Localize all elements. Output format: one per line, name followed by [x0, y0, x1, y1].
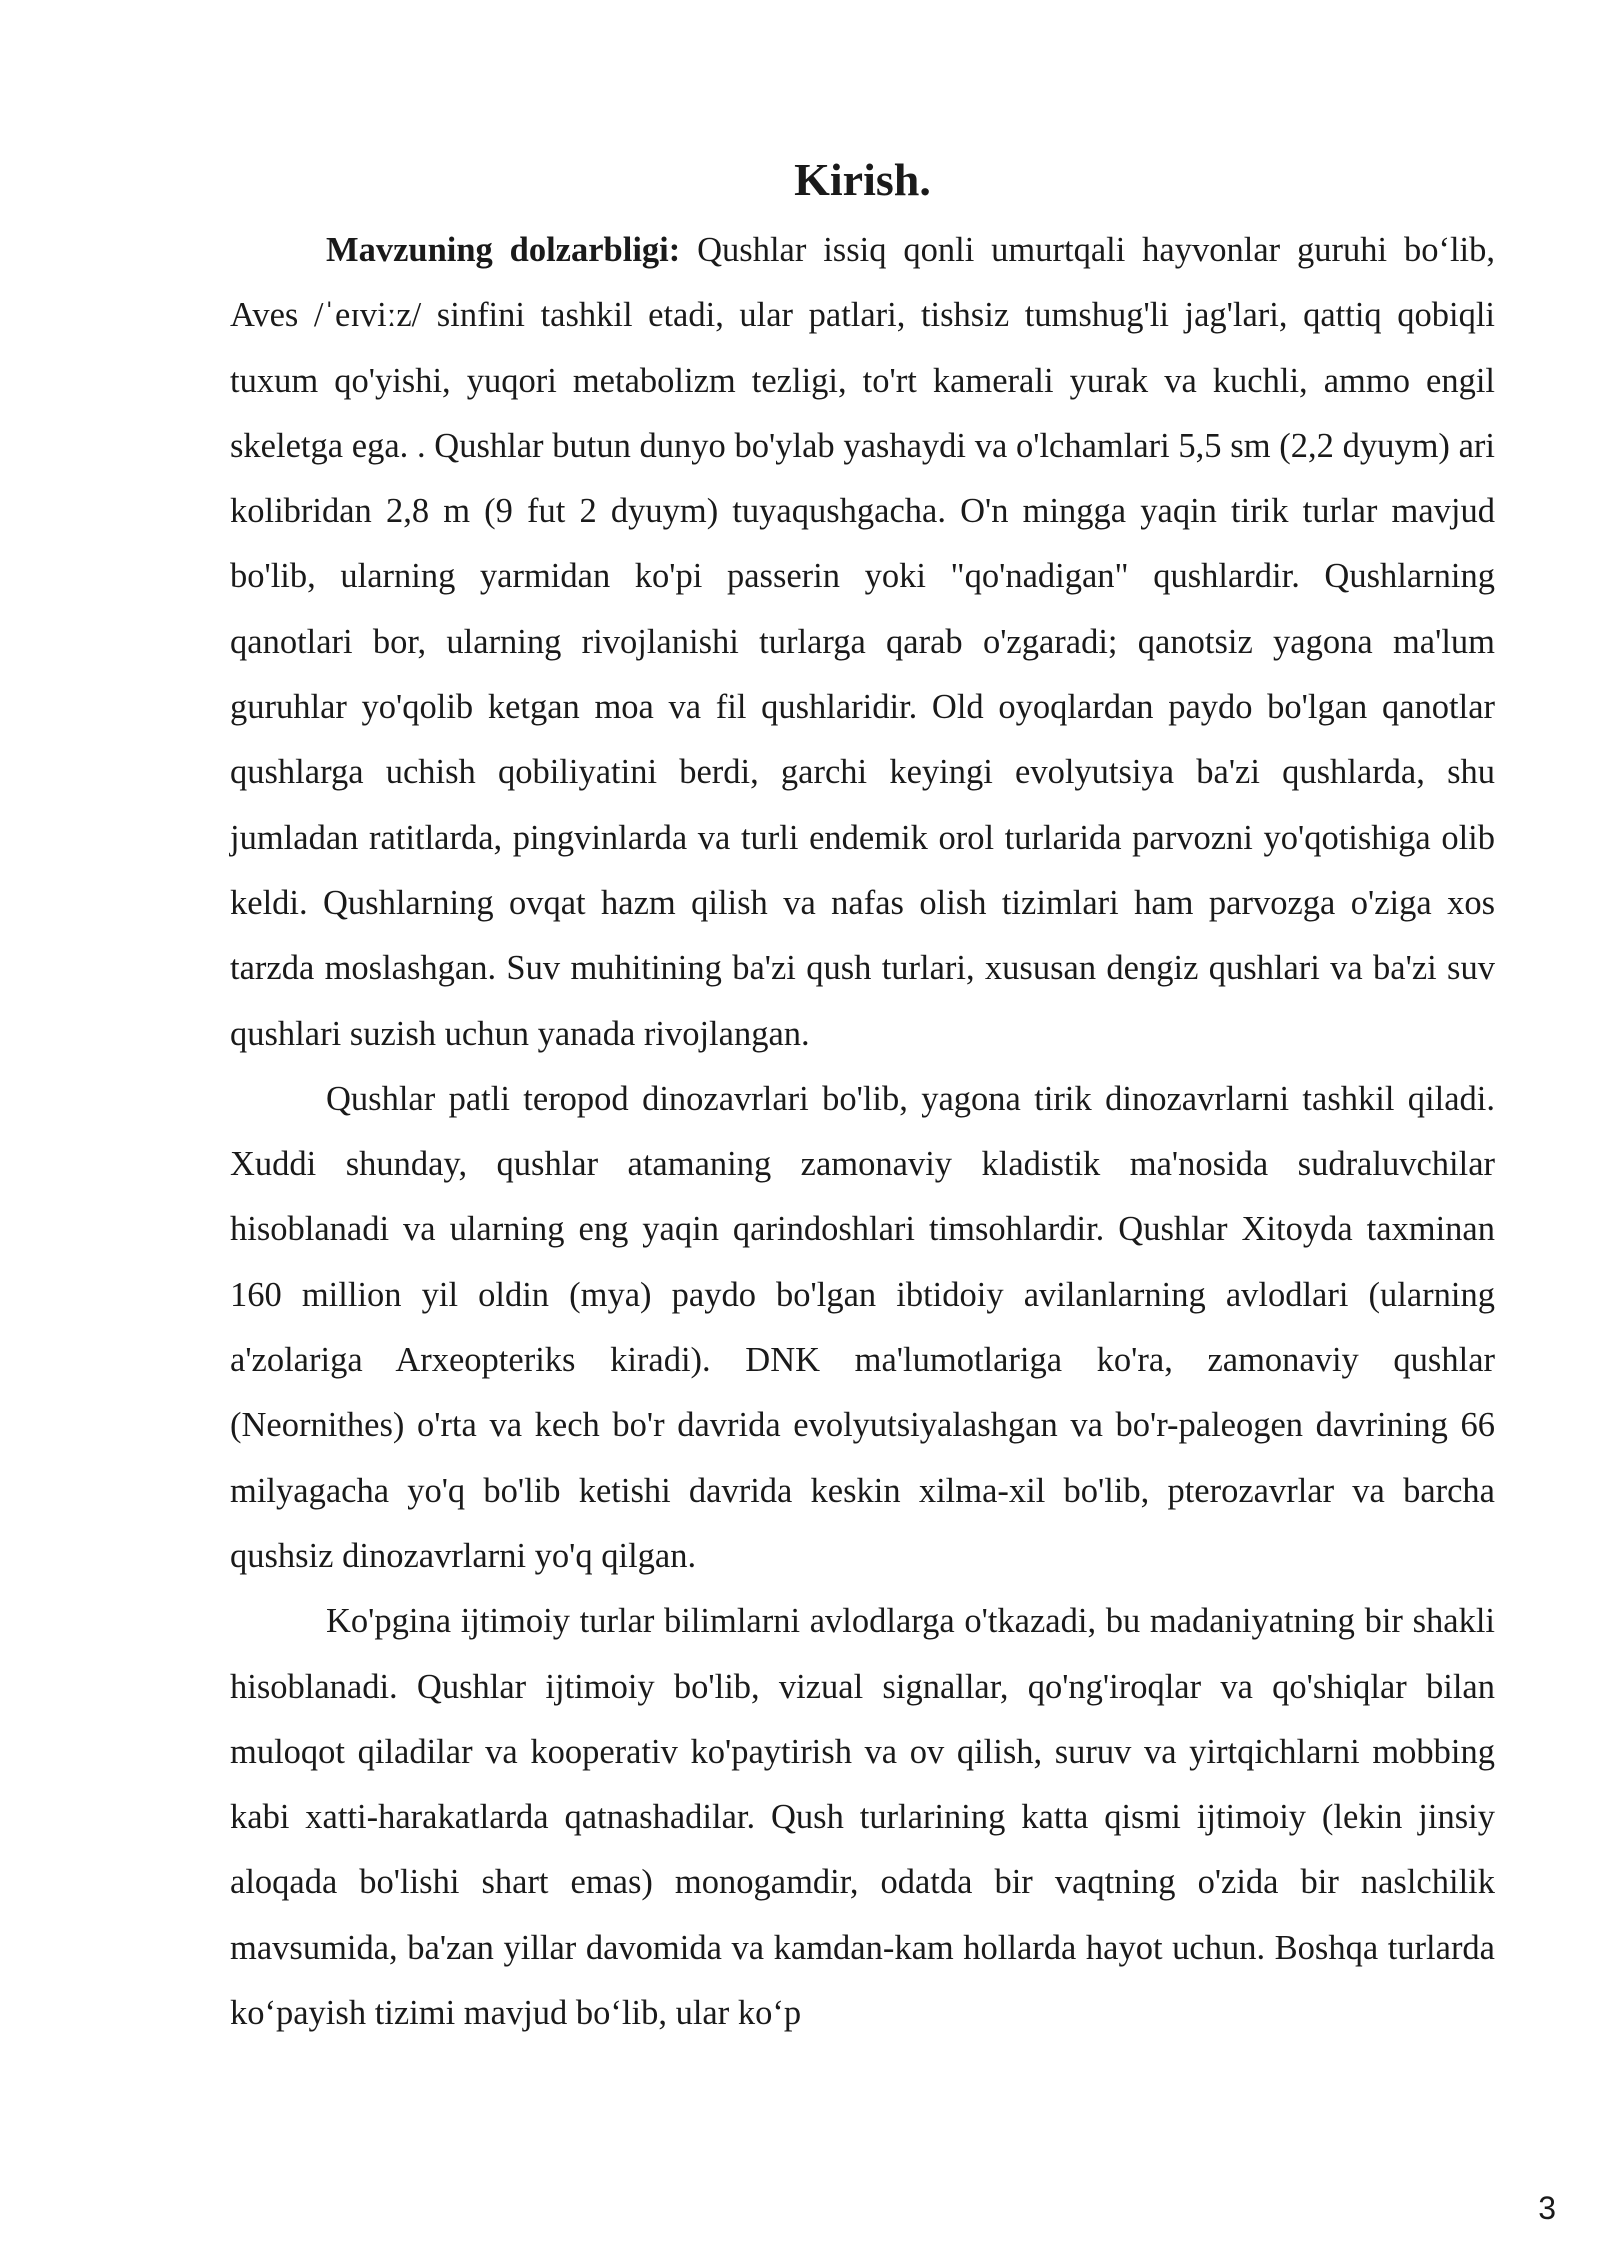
- paragraph-text: Qushlar issiq qonli umurtqali hayvonlar guruhi bo‘lib, Aves /ˈeɪviːz/ sinfini tashkil etadi, ular patlari, tishsiz tumshug'li jag'lari, qattiq qobiqli tuxum qo'yishi, yuqori metabolizm tezligi, to'rt kamerali yurak va kuchli, ammo engil skeletga ega. . Qushlar butun dunyo bo'ylab yashaydi va o'lchamlari 5,5 sm (2,2 dyuym) ari kolibridan 2,8 m (9 fut 2 dyuym) tuyaqushgacha. O'n mingga yaqin tirik turlar mavjud bo'lib, ularning yarmidan ko'pi passerin yoki "qo'nadigan" qushlardir. Qushlarning qanotlari bor, ularning rivojlanishi turlarga qarab o'zgaradi; qanotsiz yagona ma'lum guruhlar yo'qolib ketgan moa va fil qushlaridir. Old oyoqlardan paydo bo'lgan qanotlar qushlarga uchish qobiliyatini berdi, garchi keyingi evolyutsiya ba'zi qushlarda, shu jumladan ratitlarda, pingvinlarda va turli endemik orol turlarida parvozni yo'qotishiga olib keldi. Qushlarning ovqat hazm qilish va nafas olish tizimlari ham parvozga o'ziga xos tarzda moslashgan. Suv muhitining ba'zi qush turlari, xususan dengiz qushlari va ba'zi suv qushlari suzish uchun yanada rivojlangan.: [230, 231, 1495, 1053]
- document-page: [230, 150, 1495, 2046]
- page-number: 3: [1538, 2190, 1556, 2226]
- paragraph-lead-label: Mavzuning dolzarbligi:: [326, 231, 681, 269]
- paragraph-text: Ko'pgina ijtimoiy turlar bilimlarni avlodlarga o'tkazadi, bu madaniyatning bir shakli hisoblanadi. Qushlar ijtimoiy bo'lib, vizual signallar, qo'ng'iroqlar va qo'shiqlar bilan muloqot qiladilar va kooperativ ko'paytirish va ov qilish, suruv va yirtqichlarni mobbing kabi xatti-harakatlarda qatnashadilar. Qush turlarining katta qismi ijtimoiy (lekin jinsiy aloqada bo'lishi shart emas) monogamdir, odatda bir vaqtning o'zida bir naslchilik mavsumida, ba'zan yillar davomida va kamdan-kam hollarda hayot uchun. Boshqa turlarda ko‘payish tizimi mavjud bo‘lib, ular ko‘p: [230, 1602, 1495, 2033]
- paragraph-text: Qushlar patli teropod dinozavrlari bo'lib, yagona tirik dinozavrlarni tashkil qiladi. Xuddi shunday, qushlar atamaning zamonaviy kladistik ma'nosida sudraluvchilar hisoblanadi va ularning eng yaqin qarindoshlari timsohlardir. Qushlar Xitoyda taxminan 160 million yil oldin (mya) paydo bo'lgan ibtidoiy avilanlarning avlodlari (ularning a'zolariga Arxeopteriks kiradi). DNK ma'lumotlariga ko'ra, zamonaviy qushlar (Neornithes) o'rta va kech bo'r davrida evolyutsiyalashgan va bo'r-paleogen davrining 66 milyagacha yo'q bo'lib ketishi davrida keskin xilma-xil bo'lib, pterozavrlar va barcha qushsiz dinozavrlarni yo'q qilgan.: [230, 1079, 1495, 1575]
- paragraph-dinosaurs: [230, 1067, 1495, 1589]
- paragraph-relevance: [230, 218, 1495, 1067]
- document-title: Kirish.: [794, 154, 931, 205]
- paragraph-social: [230, 1589, 1495, 2046]
